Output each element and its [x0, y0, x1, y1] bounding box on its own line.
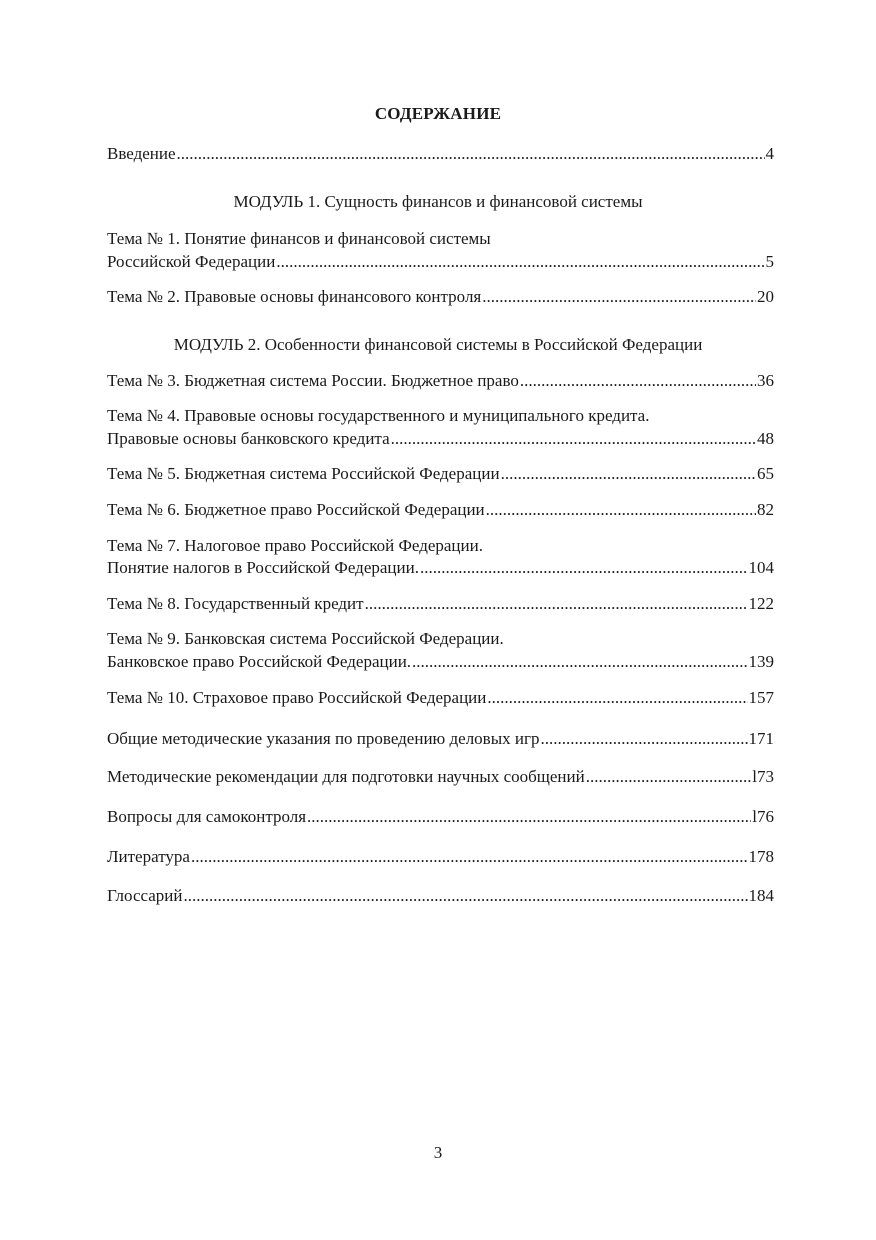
dot-leader: [391, 428, 756, 450]
toc-entry-introduction[interactable]: [107, 143, 774, 165]
toc-entry-label: Правовые основы банковского кредита: [107, 429, 390, 448]
toc-entry-topic-2[interactable]: [107, 286, 774, 308]
toc-entry-topic-9-line-1[interactable]: Тема № 9. Банковская система Российской Федерации.: [107, 629, 504, 648]
dot-leader: [487, 687, 747, 709]
dot-leader: [191, 846, 748, 868]
toc-page-number: 20: [757, 287, 774, 306]
toc-entry-label: Общие методические указания по проведению деловых игр: [107, 729, 540, 748]
toc-entry-topic-4[interactable]: [107, 428, 774, 450]
toc-entry-topic-4-line-1[interactable]: Тема № 4. Правовые основы государственного и муниципального кредита.: [107, 406, 650, 425]
toc-page-number: 157: [748, 688, 774, 707]
toc-entry-topic-7[interactable]: [107, 557, 774, 579]
toc-page-number: 104: [748, 558, 774, 577]
toc-entry-label: Тема № 5. Бюджетная система Российской Федерации: [107, 464, 500, 483]
toc-entry-literature[interactable]: [107, 846, 774, 868]
toc-entry-label: Тема № 3. Бюджетная система России. Бюджетное право: [107, 371, 519, 390]
dot-leader: [276, 251, 764, 273]
toc-entry-label: Литература: [107, 847, 190, 866]
dot-leader: [177, 143, 765, 165]
toc-entry-label: Тема № 2. Правовые основы финансового контроля: [107, 287, 482, 306]
dot-leader: [420, 557, 748, 579]
toc-page-number: 65: [757, 464, 774, 483]
toc-entry-label: Введение: [107, 144, 176, 163]
toc-page-number: 139: [748, 652, 774, 671]
toc-page-number: 5: [765, 252, 774, 271]
dot-leader: [501, 463, 756, 485]
toc-entry-label: Российской Федерации: [107, 252, 276, 271]
toc-entry-topic-3[interactable]: [107, 370, 774, 392]
dot-leader: [482, 286, 756, 308]
dot-leader: [520, 370, 756, 392]
dot-leader: [412, 651, 747, 673]
toc-page-number: 82: [757, 500, 774, 519]
toc-entry-label: Тема № 6. Бюджетное право Российской Федерации: [107, 500, 485, 519]
toc-entry-topic-8[interactable]: [107, 593, 774, 615]
toc-page-number: 122: [748, 594, 774, 613]
page-number: 3: [433, 1143, 443, 1162]
toc-page-number: l73: [752, 767, 774, 786]
toc-page-number: 184: [748, 886, 774, 905]
toc-entry-topic-1-line-1[interactable]: Тема № 1. Понятие финансов и финансовой системы: [107, 229, 491, 248]
dot-leader: [486, 499, 756, 521]
toc-page-number: 178: [748, 847, 774, 866]
toc-entry-topic-9[interactable]: [107, 651, 774, 673]
toc-entry-topic-7-line-1[interactable]: Тема № 7. Налоговое право Российской Федерации.: [107, 536, 483, 555]
toc-entry-label: Понятие налогов в Российской Федерации.: [107, 558, 419, 577]
toc-page-number: 171: [748, 729, 774, 748]
toc-entry-self-check-questions[interactable]: [107, 806, 774, 828]
toc-page-number: l76: [752, 807, 774, 826]
toc-entry-business-games[interactable]: [107, 728, 774, 750]
toc-entry-topic-6[interactable]: [107, 499, 774, 521]
module-heading-1: МОДУЛЬ 1. Сущность финансов и финансовой системы: [233, 192, 643, 211]
toc-entry-label: Глоссарий: [107, 886, 183, 905]
dot-leader: [365, 593, 748, 615]
dot-leader: [184, 885, 748, 907]
toc-page-number: 36: [757, 371, 774, 390]
page-title: СОДЕРЖАНИЕ: [374, 104, 502, 123]
toc-entry-topic-10[interactable]: [107, 687, 774, 709]
toc-page-number: 48: [757, 429, 774, 448]
toc-entry-topic-1[interactable]: [107, 251, 774, 273]
toc-entry-label: Методические рекомендации для подготовки научных сообщений: [107, 767, 585, 786]
toc-entry-glossary[interactable]: [107, 885, 774, 907]
dot-leader: [540, 728, 747, 750]
module-heading-2: МОДУЛЬ 2. Особенности финансовой системы в Российской Федерации: [173, 335, 703, 354]
toc-page-number: 4: [765, 144, 774, 163]
dot-leader: [586, 766, 752, 788]
toc-entry-label: Вопросы для самоконтроля: [107, 807, 307, 826]
toc-entry-label: Тема № 10. Страховое право Российской Федерации: [107, 688, 487, 707]
toc-entry-label: Тема № 8. Государственный кредит: [107, 594, 364, 613]
toc-entry-reports[interactable]: [107, 766, 774, 788]
toc-entry-label: Банковское право Российской Федерации.: [107, 652, 412, 671]
toc-entry-topic-5[interactable]: [107, 463, 774, 485]
dot-leader: [307, 806, 751, 828]
